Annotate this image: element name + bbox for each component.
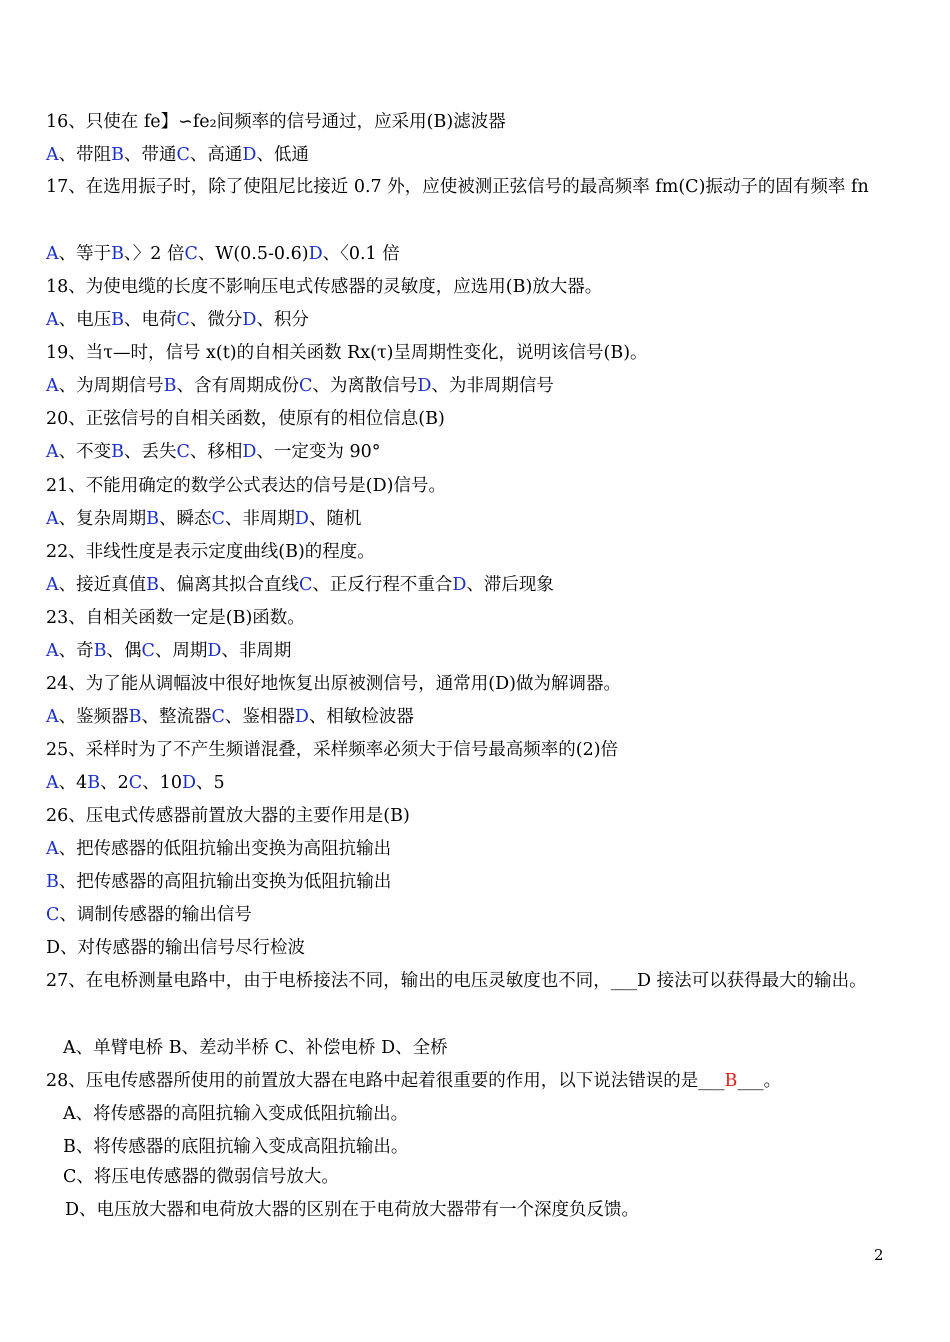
option-28-b: B、将传感器的底阻抗输入变成高阻抗输出。 — [63, 1137, 409, 1157]
option-text: 、移相 — [189, 442, 243, 462]
option-text: 、为离散信号 — [312, 376, 418, 396]
option-text: 、整流器 — [141, 707, 212, 727]
question-22: 22、非线性度是表示定度曲线(B)的程度。 — [46, 542, 375, 562]
option-text: 、偶 — [106, 641, 142, 661]
option-letter: A — [46, 244, 59, 264]
option-28-c: C、将压电传感器的微弱信号放大。 — [63, 1167, 339, 1187]
option-26-c — [46, 904, 890, 926]
option-letter: D — [242, 310, 257, 330]
option-letter: C — [176, 145, 190, 165]
option-text: 、相敏检波器 — [308, 707, 414, 727]
option-letter: B — [111, 310, 125, 330]
option-letter: D — [294, 707, 309, 727]
option-text: 、为周期信号 — [58, 376, 164, 396]
option-letter: D — [181, 773, 196, 793]
options-18 — [46, 309, 890, 331]
option-text: 、W(0.5-0.6) — [197, 244, 309, 264]
option-letter: B — [163, 376, 177, 396]
question-17: 17、在选用振子时，除了使阻尼比接近 0.7 外，应使被测正弦信号的最高频率 fm(C)振动子的固有频率 fn — [46, 177, 869, 197]
option-letter: A — [46, 641, 59, 661]
option-letter: C — [176, 310, 190, 330]
option-letter: C — [46, 905, 60, 925]
options-17 — [46, 243, 890, 265]
option-text: 、积分 — [256, 310, 309, 330]
question-25: 25、采样时为了不产生频谱混叠，采样频率必须大于信号最高频率的(2)倍 — [46, 740, 619, 760]
option-text: 、高通 — [189, 145, 243, 165]
option-letter: A — [46, 575, 59, 595]
option-letter: B — [93, 641, 107, 661]
options-20 — [46, 441, 890, 463]
option-text: 、把传感器的高阻抗输出变换为低阻抗输出 — [58, 872, 392, 892]
option-text: 、为非周期信号 — [431, 376, 554, 396]
option-text: 、滞后现象 — [466, 575, 554, 595]
option-text: 、正反行程不重合 — [312, 575, 453, 595]
option-letter: B — [146, 509, 160, 529]
option-text: 、鉴相器 — [224, 707, 295, 727]
option-letter: C — [299, 376, 313, 396]
option-28-d: D、电压放大器和电荷放大器的区别在于电荷放大器带有一个深度负反馈。 — [65, 1200, 640, 1220]
question-23: 23、自相关函数一定是(B)函数。 — [46, 608, 305, 628]
option-letter: D — [417, 376, 432, 396]
option-letter: C — [176, 442, 190, 462]
option-letter: D — [294, 509, 309, 529]
option-letter: C — [141, 641, 155, 661]
option-letter: A — [46, 773, 59, 793]
option-letter: B — [111, 442, 125, 462]
question-28 — [46, 1070, 890, 1092]
option-text: 、不变 — [58, 442, 112, 462]
option-text: 、带通 — [124, 145, 177, 165]
option-text: 、把传感器的低阻抗输出变换为高阻抗输出 — [58, 839, 392, 859]
option-letter: D — [207, 641, 222, 661]
option-text: 、一定变为 90° — [256, 442, 381, 462]
option-text: 、丢失 — [124, 442, 177, 462]
option-text: 、非周期 — [221, 641, 292, 661]
option-26-a — [46, 838, 890, 860]
option-text: 、调制传感器的输出信号 — [59, 905, 252, 925]
options-25 — [46, 772, 890, 794]
option-letter: B — [146, 575, 160, 595]
options-27: A、单臂电桥 B、差动半桥 C、补偿电桥 D、全桥 — [63, 1038, 448, 1058]
question-21: 21、不能用确定的数学公式表达的信号是(D)信号。 — [46, 476, 446, 496]
option-letter: B — [46, 872, 59, 892]
option-text: 、带阻 — [58, 145, 112, 165]
question-27: 27、在电桥测量电路中，由于电桥接法不同，输出的电压灵敏度也不同，___D 接法可以获得最大的输出。 — [46, 971, 867, 991]
option-text: 、4 — [58, 773, 88, 793]
option-letter: A — [46, 839, 59, 859]
option-letter: A — [46, 509, 59, 529]
option-letter: C — [211, 707, 225, 727]
option-letter: A — [46, 442, 59, 462]
answer-mark: B — [724, 1071, 738, 1091]
option-text: 、奇 — [58, 641, 94, 661]
option-28-a: A、将传感器的高阻抗输入变成低阻抗输出。 — [63, 1104, 409, 1124]
question-19: 19、当τ—时，信号 x(t)的自相关函数 Rx(τ)呈周期性变化，说明该信号(B)。 — [46, 343, 648, 363]
options-19 — [46, 375, 890, 397]
option-letter: A — [46, 310, 59, 330]
question-24: 24、为了能从调幅波中很好地恢复出原被测信号，通常用(D)做为解调器。 — [46, 674, 621, 694]
option-text: 、等于 — [58, 244, 112, 264]
option-text: 、周期 — [154, 641, 208, 661]
options-24 — [46, 706, 890, 728]
option-letter: C — [128, 773, 143, 793]
option-text: 、非周期 — [224, 509, 295, 529]
options-21 — [46, 508, 890, 530]
question-28-text: 28、压电传感器所使用的前置放大器在电路中起着很重要的作用，以下说法错误的是___ — [46, 1071, 725, 1091]
option-text: 、电荷 — [124, 310, 177, 330]
option-letter: C — [299, 575, 313, 595]
option-text: 、复杂周期 — [58, 509, 147, 529]
option-letter: B — [111, 145, 125, 165]
options-16 — [46, 144, 890, 166]
option-text: 、含有周期成份 — [176, 376, 300, 396]
option-text: 、5 — [196, 773, 225, 793]
option-text: 、低通 — [256, 145, 309, 165]
option-letter: D — [242, 442, 257, 462]
option-26-b — [46, 871, 890, 893]
option-26-d: D、对传感器的输出信号尽行检波 — [46, 938, 306, 958]
option-letter: B — [128, 707, 142, 727]
option-text: 、电压 — [58, 310, 112, 330]
option-letter: C — [184, 244, 198, 264]
question-18: 18、为使电缆的长度不影响压电式传感器的灵敏度，应选用(B)放大器。 — [46, 277, 603, 297]
option-letter: A — [46, 376, 59, 396]
option-text: 、10 — [142, 773, 182, 793]
option-letter: D — [452, 575, 467, 595]
option-text: 、瞬态 — [159, 509, 212, 529]
option-text: 、2 — [100, 773, 129, 793]
options-22 — [46, 574, 890, 596]
options-23 — [46, 640, 890, 662]
option-text: 、偏离其拟合直线 — [159, 575, 300, 595]
option-text: 、随机 — [308, 509, 362, 529]
page-number: 2 — [874, 1246, 884, 1264]
option-text: 、接近真值 — [58, 575, 147, 595]
question-26: 26、压电式传感器前置放大器的主要作用是(B) — [46, 806, 410, 826]
option-text: 、鉴频器 — [58, 707, 129, 727]
question-20: 20、正弦信号的自相关函数，使原有的相位信息(B) — [46, 409, 445, 429]
option-letter: B — [87, 773, 101, 793]
option-letter: A — [46, 145, 59, 165]
question-16: 16、只使在 fe】∽fe₂间频率的信号通过，应采用(B)滤波器 — [46, 112, 506, 132]
option-text: 、〉2 倍 — [124, 244, 185, 264]
option-letter: D — [308, 244, 323, 264]
option-text: 、微分 — [189, 310, 243, 330]
question-28-tail: ___。 — [737, 1071, 782, 1091]
option-letter: C — [211, 509, 225, 529]
option-text: 、〈0.1 倍 — [322, 244, 400, 264]
option-letter: D — [242, 145, 257, 165]
option-letter: A — [46, 707, 59, 727]
option-letter: B — [111, 244, 125, 264]
